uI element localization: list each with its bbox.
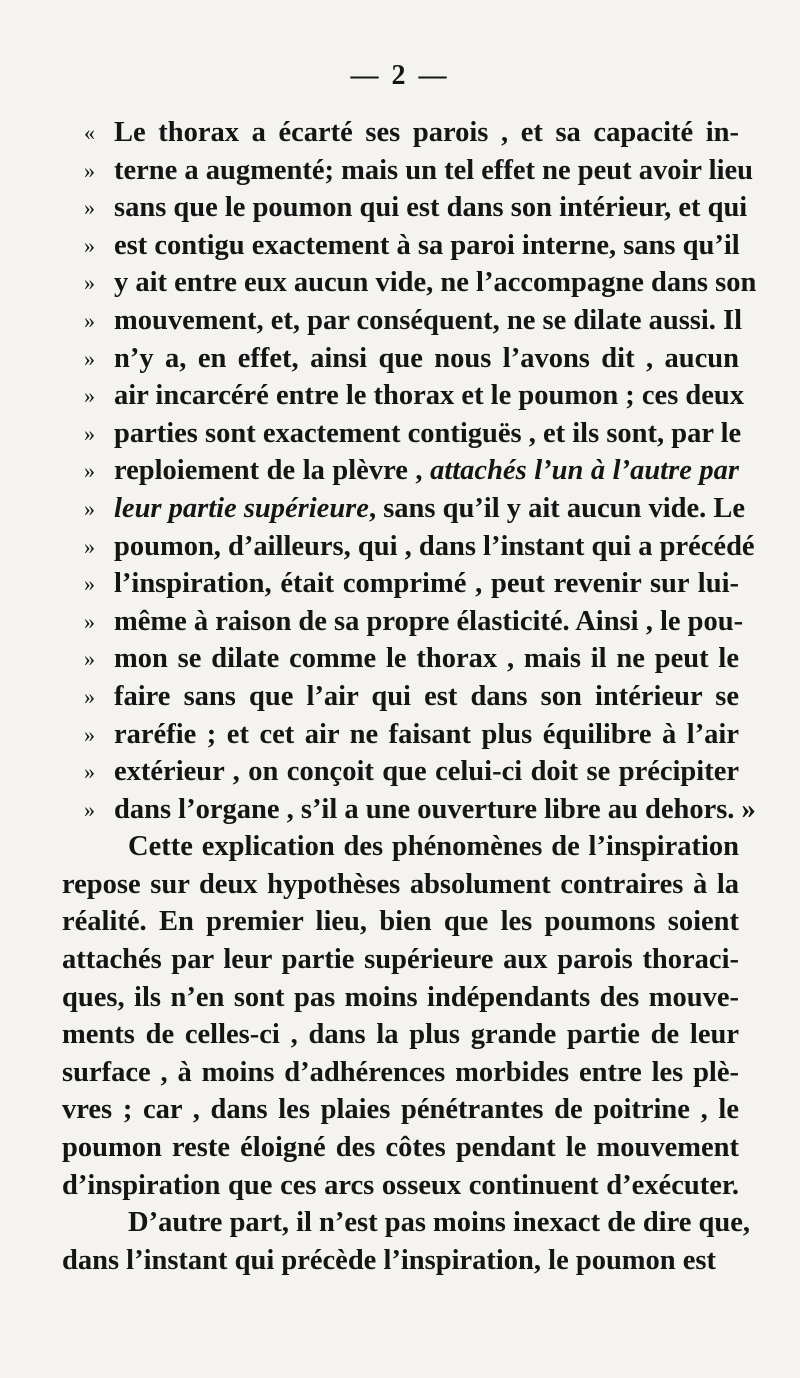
- line-text: dans l’organe , s’il a une ouverture libre au dehors. »: [114, 793, 756, 825]
- text-line: [0, 828, 800, 866]
- text-line: [0, 1129, 800, 1167]
- text-line: [0, 941, 800, 979]
- quote-mark: »: [84, 683, 95, 709]
- quote-mark: »: [84, 646, 95, 672]
- text-line: [0, 866, 800, 904]
- text-line: [0, 452, 800, 490]
- line-text: repose sur deux hypothèses absolument contraires à la: [62, 868, 739, 900]
- text-line: [0, 227, 800, 265]
- quote-mark: »: [84, 420, 95, 446]
- quote-mark: »: [84, 458, 95, 484]
- text-line: [0, 791, 800, 829]
- text-line: [0, 565, 800, 603]
- line-text: l’inspiration, était comprimé , peut revenir sur lui-: [114, 568, 739, 600]
- text-line: [0, 979, 800, 1017]
- text-line: [0, 340, 800, 378]
- quote-mark: »: [84, 796, 95, 822]
- line-text: ques, ils n’en sont pas moins indépendants des mouve-: [62, 981, 739, 1013]
- quote-mark: »: [84, 195, 95, 221]
- line-text: surface , à moins d’adhérences morbides entre les plè-: [62, 1056, 739, 1088]
- quote-mark: »: [84, 759, 95, 785]
- text-line: [0, 490, 800, 528]
- quote-mark: »: [84, 721, 95, 747]
- quote-mark: »: [84, 571, 95, 597]
- text-line: [0, 377, 800, 415]
- line-text: Le thorax a écarté ses parois , et sa capacité in-: [114, 117, 739, 148]
- quote-mark: »: [84, 533, 95, 559]
- quote-mark: «: [84, 120, 95, 145]
- text-line: [0, 264, 800, 302]
- line-text: air incarcéré entre le thorax et le poumon ; ces deux: [114, 380, 745, 412]
- text-line: [0, 528, 800, 566]
- text-line: [0, 189, 800, 227]
- quote-mark: »: [84, 270, 95, 296]
- line-text: mon se dilate comme le thorax , mais il ne peut le: [114, 643, 739, 675]
- line-text-roman: , sans qu’il y ait aucun vide. Le: [368, 492, 746, 524]
- line-text: vres ; car , dans les plaies pénétrantes de poitrine , le: [62, 1094, 739, 1126]
- text-line: [0, 716, 800, 754]
- text-line: [0, 1091, 800, 1129]
- line-text: n’y a, en effet, ainsi que nous l’avons dit , aucun: [114, 342, 739, 374]
- body-text: [0, 114, 800, 1279]
- text-line: [0, 152, 800, 190]
- line-text-roman: reploiement de la plèvre ,: [114, 455, 431, 487]
- line-text: y ait entre eux aucun vide, ne l’accompagne dans son: [114, 267, 757, 299]
- page-number: — 2 —: [350, 60, 450, 91]
- line-text: ments de celles-ci , dans la plus grande partie de leur: [62, 1019, 739, 1051]
- line-text: attachés par leur partie supérieure aux parois thoraci-: [62, 944, 739, 976]
- quote-mark: »: [84, 307, 95, 333]
- line-text: dans l’instant qui précède l’inspiration, le poumon est: [62, 1244, 716, 1276]
- quote-mark: »: [84, 383, 95, 409]
- line-text: même à raison de sa propre élasticité. Ainsi , le pou-: [114, 605, 744, 637]
- line-text: est contigu exactement à sa paroi interne, sans qu’il: [114, 229, 740, 261]
- line-text: D’autre part, il n’est pas moins inexact de dire que,: [128, 1207, 750, 1239]
- line-text: poumon, d’ailleurs, qui , dans l’instant qui a précédé: [114, 530, 755, 562]
- text-line: [0, 114, 800, 152]
- line-text: d’inspiration que ces arcs osseux continuent d’exécuter.: [62, 1169, 739, 1201]
- quote-mark: »: [84, 232, 95, 258]
- text-line: [0, 1242, 800, 1280]
- line-text: faire sans que l’air qui est dans son intérieur se: [114, 680, 739, 712]
- quote-mark: »: [84, 495, 95, 521]
- quote-mark: »: [84, 345, 95, 371]
- line-text: raréfie ; et cet air ne faisant plus équilibre à l’air: [114, 718, 739, 750]
- text-line: [0, 603, 800, 641]
- quote-mark: »: [84, 608, 95, 634]
- text-line: [0, 903, 800, 941]
- line-text: parties sont exactement contiguës , et ils sont, par le: [114, 417, 742, 449]
- text-line: [0, 753, 800, 791]
- line-text: extérieur , on conçoit que celui-ci doit se précipiter: [114, 756, 739, 788]
- line-text-italic: leur partie supérieure: [114, 492, 369, 524]
- line-text: poumon reste éloigné des côtes pendant le mouvement: [62, 1132, 739, 1164]
- text-line: [0, 1054, 800, 1092]
- line-text: sans que le poumon qui est dans son intérieur, et qui: [114, 192, 748, 224]
- line-text: terne a augmenté; mais un tel effet ne peut avoir lieu: [114, 154, 754, 186]
- line-text: mouvement, et, par conséquent, ne se dilate aussi. Il: [114, 304, 743, 336]
- text-line: [0, 1167, 800, 1205]
- text-line: [0, 1016, 800, 1054]
- line-text-italic: attachés l’un à l’autre par: [430, 455, 739, 487]
- text-line: [0, 302, 800, 340]
- line-text: [114, 490, 746, 528]
- quote-mark: »: [84, 157, 95, 183]
- text-line: [0, 640, 800, 678]
- text-line: [0, 415, 800, 453]
- line-text: Cette explication des phénomènes de l’inspiration: [128, 831, 739, 863]
- line-text: réalité. En premier lieu, bien que les poumons soient: [62, 906, 739, 938]
- line-text: [114, 452, 739, 490]
- text-line: [0, 1204, 800, 1242]
- text-line: [0, 678, 800, 716]
